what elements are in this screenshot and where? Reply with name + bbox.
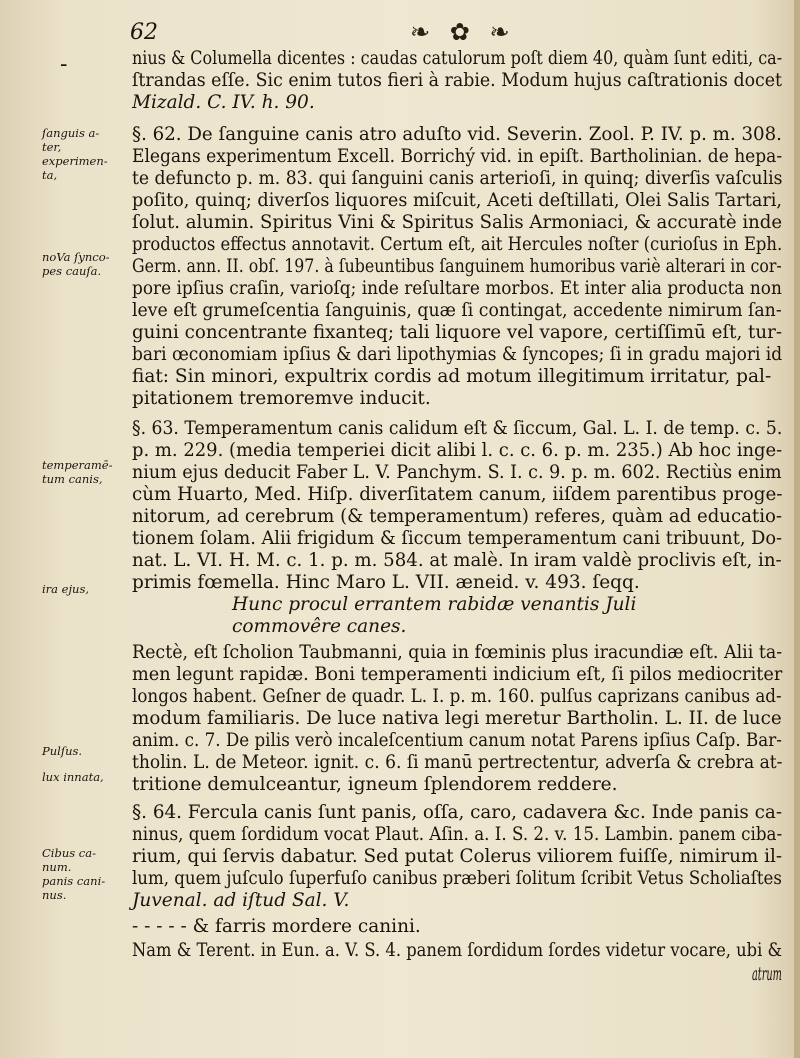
page-edge [794, 0, 800, 1058]
text-line: productos effectus annotavit. Certum eſt, ait Hercules noſter (curioſus in Eph. [132, 234, 783, 255]
text-line: fiat: Sin minori, expultrix cordis ad motum illegitimum irritatur, pal- [132, 366, 772, 387]
page-number: 62 [130, 20, 158, 45]
text-line: §. 63. Temperamentum canis calidum eſt & ſiccum, Gal. L. I. de temp. c. 5. [132, 418, 783, 439]
margin-note-novae: noVa ſynco- pes cauſa. [42, 250, 110, 278]
text-line: tionem ſolam. Alii frigidum & ſiccum temperamentum cani tribuunt, Do- [132, 528, 783, 549]
text-line: Elegans experimentum Excell. Borrichý vid. in epiſt. Bartholinian. de hepa- [132, 146, 783, 167]
text-line: tholin. L. de Meteor. ignit. c. 6. ſi manū pertrectentur, adverſa & crebra at- [132, 752, 783, 773]
running-header [130, 18, 790, 50]
header-ornament: ❧ ✿ ❧ [410, 18, 516, 46]
text-line: Juvenal. ad iſtud Sal. V. [132, 890, 350, 911]
text-line: Rectè, eſt ſcholion Taubmanni, quia in fœminis plus iracundiæ eſt. Alii ta- [132, 642, 783, 663]
text-line: ſtrandas eſſe. Sic enim tutos fieri à rabie. Modum hujus caſtrationis docet [132, 70, 783, 91]
text-line: cùm Huarto, Med. Hiſp. diverſitatem canum, iiſdem parentibus proge- [132, 484, 783, 505]
text-line: ninus, quem ſordidum vocat Plaut. Aſin. a. I. S. 2. v. 15. Lambin. panem ciba- [132, 824, 783, 845]
text-line: pitationem tremoremve inducit. [132, 388, 431, 409]
text-line: lum, quem juſculo ſuperfuſo canibus præberi ſolitum ſcribit Vetus Scholiaſtes [132, 868, 782, 889]
text-line: guini concentrante fixanteq; tali liquore vel vapore, certiſſimū eſt, tur- [132, 322, 783, 343]
text-line: tritione demulceantur, igneum ſplendorem reddere. [132, 774, 618, 795]
text-line: p. m. 229. (media temperiei dicit alibi l. c. c. 6. p. m. 235.) Ab hoc inge- [132, 440, 783, 461]
verse-line: commovêre canes. [232, 616, 407, 637]
text-line: ſolut. alumin. Spiritus Vini & Spiritus Salis Armoniaci, & accuratè inde [132, 212, 783, 233]
verse-line: Hunc procul errantem rabidæ venantis Juli [232, 594, 637, 615]
text-line: Mizald. C. IV. h. 90. [132, 92, 315, 113]
catchword: atrum [752, 964, 782, 985]
text-line: Germ. ann. II. obſ. 197. à ſubeuntibus ſanguinem humoribus variè alterari in cor- [132, 256, 782, 277]
text-line: men legunt rapidæ. Boni temperamenti indicium eſt, ſi pilos mediocriter [132, 664, 783, 685]
text-line: §. 62. De ſanguine canis atro aduſto vid. Severin. Zool. P. IV. p. m. 308. [132, 124, 782, 145]
margin-note-ira: ira ejus, [42, 582, 90, 596]
margin-dash: - [60, 52, 68, 77]
verse-line: - - - - - & farris mordere canini. [132, 916, 421, 937]
text-line: primis fœmella. Hinc Maro L. VII. æneid. v. 493. ſeqq. [132, 572, 640, 593]
text-line: anim. c. 7. De pilis verò incaleſcentium canum notat Parens ipſius Caſp. Bar- [132, 730, 782, 751]
margin-note-pulsus: Pulſus. [42, 744, 83, 758]
text-line: nius & Columella dicentes : caudas catulorum poſt diem 40, quàm ſunt editi, ca- [132, 48, 783, 69]
margin-note-cibus: Cibus ca- num. panis cani- nus. [42, 846, 106, 902]
text-line: nitorum, ad cerebrum (& temperamentum) referes, quàm ad educatio- [132, 506, 783, 527]
text-line: modum familiaris. De luce nativa legi meretur Bartholin. L. II. de luce [132, 708, 782, 729]
text-line: bari œconomiam ipſius & dari lipothymias & ſyncopes; ſi in gradu majori id [132, 344, 783, 365]
text-line: longos habent. Geſner de quadr. L. I. p. m. 160. pulſus caprizans canibus ad- [132, 686, 782, 707]
margin-note-lux: lux innata, [42, 770, 104, 784]
margin-note-temperamentum: temperamē- tum canis, [42, 458, 113, 486]
text-line: Nam & Terent. in Eun. a. V. S. 4. panem ſordidum ſordes videtur vocare, ubi & [132, 940, 783, 961]
text-line: rium, qui ſervis dabatur. Sed putat Colerus viliorem fuiſſe, nimirum il- [132, 846, 783, 867]
margin-note-sanguis: ſanguis a- ter, experimen- ta, [42, 126, 108, 182]
text-line: nat. L. VI. H. M. c. 1. p. m. 584. at malè. In iram valdè proclivis eſt, in- [132, 550, 782, 571]
text-line: poſito, quinq; diverſos liquores miſcuit, Aceti deſtillati, Olei Salis Tartari, [132, 190, 783, 211]
text-line: leve eſt grumeſcentia ſanguinis, quæ ſi contingat, accedente nimirum ſan- [132, 300, 782, 321]
text-line: te defuncto p. m. 83. qui ſanguini canis arterioſi, in quinq; diverſis vaſculis [132, 168, 783, 189]
text-line: pore ipſius craſin, varioſq; inde reſultare morbos. Et inter alia producta non [132, 278, 782, 299]
text-line: nium ejus deducit Faber L. V. Panchym. S. I. c. 9. p. m. 602. Rectiùs enim [132, 462, 782, 483]
text-line: §. 64. Fercula canis ſunt panis, oſſa, caro, cadavera &c. Inde panis ca- [132, 802, 783, 823]
